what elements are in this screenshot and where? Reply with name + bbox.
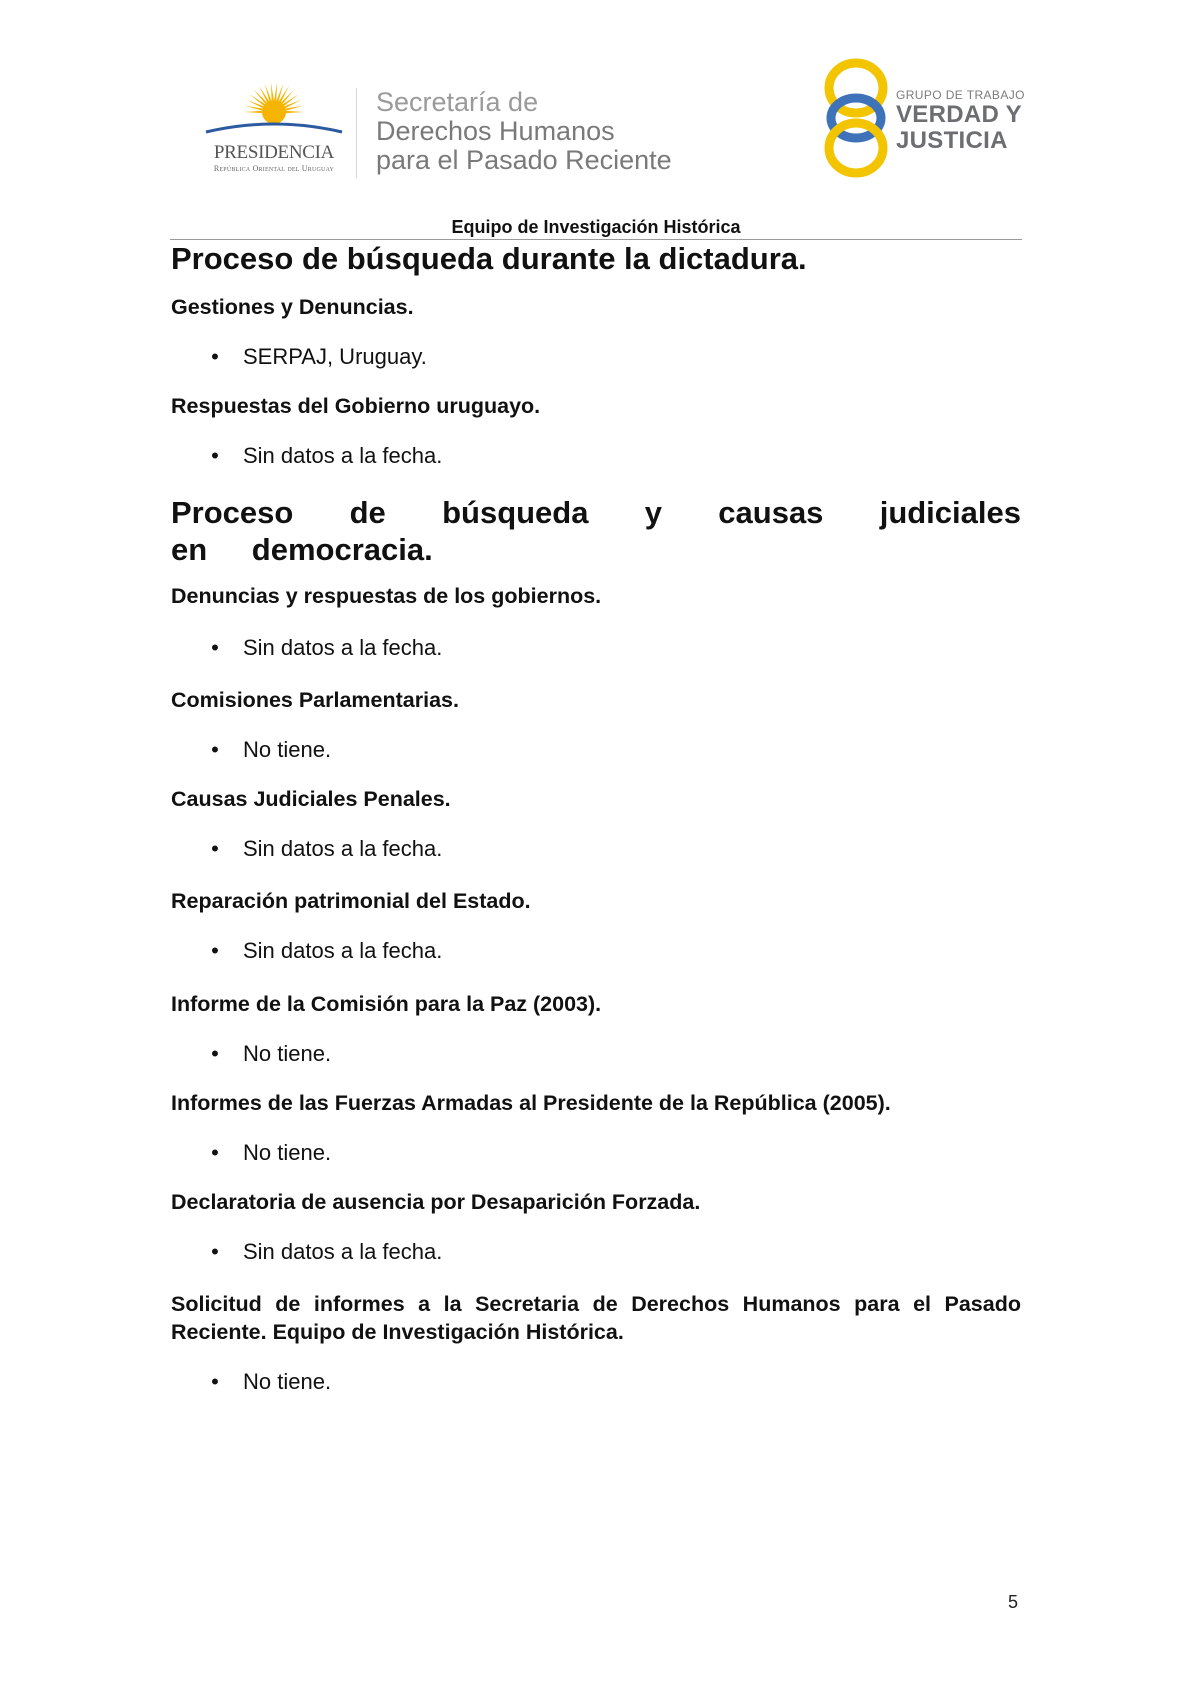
bullet-marker: •	[211, 635, 219, 660]
list-item	[171, 736, 1021, 764]
logo-divider	[356, 88, 357, 178]
sun-ray	[286, 111, 304, 113]
document-body	[171, 240, 1021, 1396]
subsection-heading: Denuncias y respuestas de los gobiernos.	[171, 584, 602, 608]
subsection-heading: Comisiones Parlamentarias.	[171, 688, 459, 712]
bullet-marker: •	[211, 836, 219, 861]
sun-ray	[271, 82, 274, 100]
list-item-text: Sin datos a la fecha.	[243, 635, 443, 660]
list-item-text: Sin datos a la fecha.	[243, 836, 443, 861]
secretaria-line-2: Derechos Humanos	[376, 116, 615, 146]
bullet-marker: •	[211, 344, 219, 369]
list-item	[171, 1368, 1021, 1396]
sun-ray	[274, 82, 277, 100]
team-header: Equipo de Investigación Histórica	[451, 217, 741, 237]
section-heading: Proceso de búsqueda y causas judiciales en democracia.	[171, 495, 1021, 567]
subsection-heading: Reparación patrimonial del Estado.	[171, 889, 531, 913]
list-item-text: Sin datos a la fecha.	[243, 1239, 443, 1264]
bullet-marker: •	[211, 1369, 219, 1394]
list-item-text: No tiene.	[243, 1369, 332, 1394]
vj-line-1: VERDAD Y	[896, 101, 1022, 128]
list-item-text: No tiene.	[243, 737, 332, 762]
subsection-heading: Solicitud de informes a la Secretaria de Derechos Humanos para el Pasado Reciente. Equipo de Investigación Histórica.	[171, 1292, 1021, 1344]
subsection-heading: Gestiones y Denuncias.	[171, 295, 414, 319]
bullet-marker: •	[211, 737, 219, 762]
subsection-heading: Declaratoria de ausencia por Desaparición Forzada.	[171, 1190, 701, 1214]
list-item-text: No tiene.	[243, 1140, 332, 1165]
verdad-justicia-text	[896, 88, 1025, 154]
list-item	[171, 1040, 1021, 1068]
bullet-marker: •	[211, 1140, 219, 1165]
list-item	[171, 835, 1021, 863]
list-item	[171, 634, 1021, 662]
subsection-heading: Respuestas del Gobierno uruguayo.	[171, 394, 541, 418]
list-item-text: Sin datos a la fecha.	[243, 938, 443, 963]
secretaria-name	[376, 88, 672, 175]
section-heading: Proceso de búsqueda durante la dictadura.	[171, 241, 807, 276]
bullet-marker: •	[211, 1239, 219, 1264]
bullet-marker: •	[211, 938, 219, 963]
bullet-marker: •	[211, 1041, 219, 1066]
presidencia-subtitle: República Oriental del Uruguay	[213, 164, 335, 173]
list-item-text: Sin datos a la fecha.	[243, 443, 443, 468]
subsection-heading: Informe de la Comisión para la Paz (2003).	[171, 992, 602, 1016]
list-item	[171, 1139, 1021, 1167]
list-item	[171, 937, 1021, 965]
subsection-heading: Informes de las Fuerzas Armadas al Presidente de la República (2005).	[171, 1091, 891, 1115]
list-item	[171, 343, 1021, 371]
list-item-text: SERPAJ, Uruguay.	[243, 344, 427, 369]
sun-ray	[244, 111, 262, 113]
secretaria-line-1: Secretaría de	[376, 87, 539, 117]
presidencia-title: PRESIDENCIA	[213, 142, 335, 163]
list-item-text: No tiene.	[243, 1041, 332, 1066]
vj-small-label: GRUPO DE TRABAJO	[896, 88, 1025, 102]
subsection-heading: Causas Judiciales Penales.	[171, 787, 451, 811]
secretaria-line-3: para el Pasado Reciente	[376, 145, 672, 175]
list-item	[171, 1238, 1021, 1266]
sun-disc	[262, 100, 286, 124]
bullet-marker: •	[211, 443, 219, 468]
page-number: 5	[1008, 1592, 1019, 1612]
vj-line-2: JUSTICIA	[896, 127, 1008, 154]
list-item	[171, 442, 1021, 470]
